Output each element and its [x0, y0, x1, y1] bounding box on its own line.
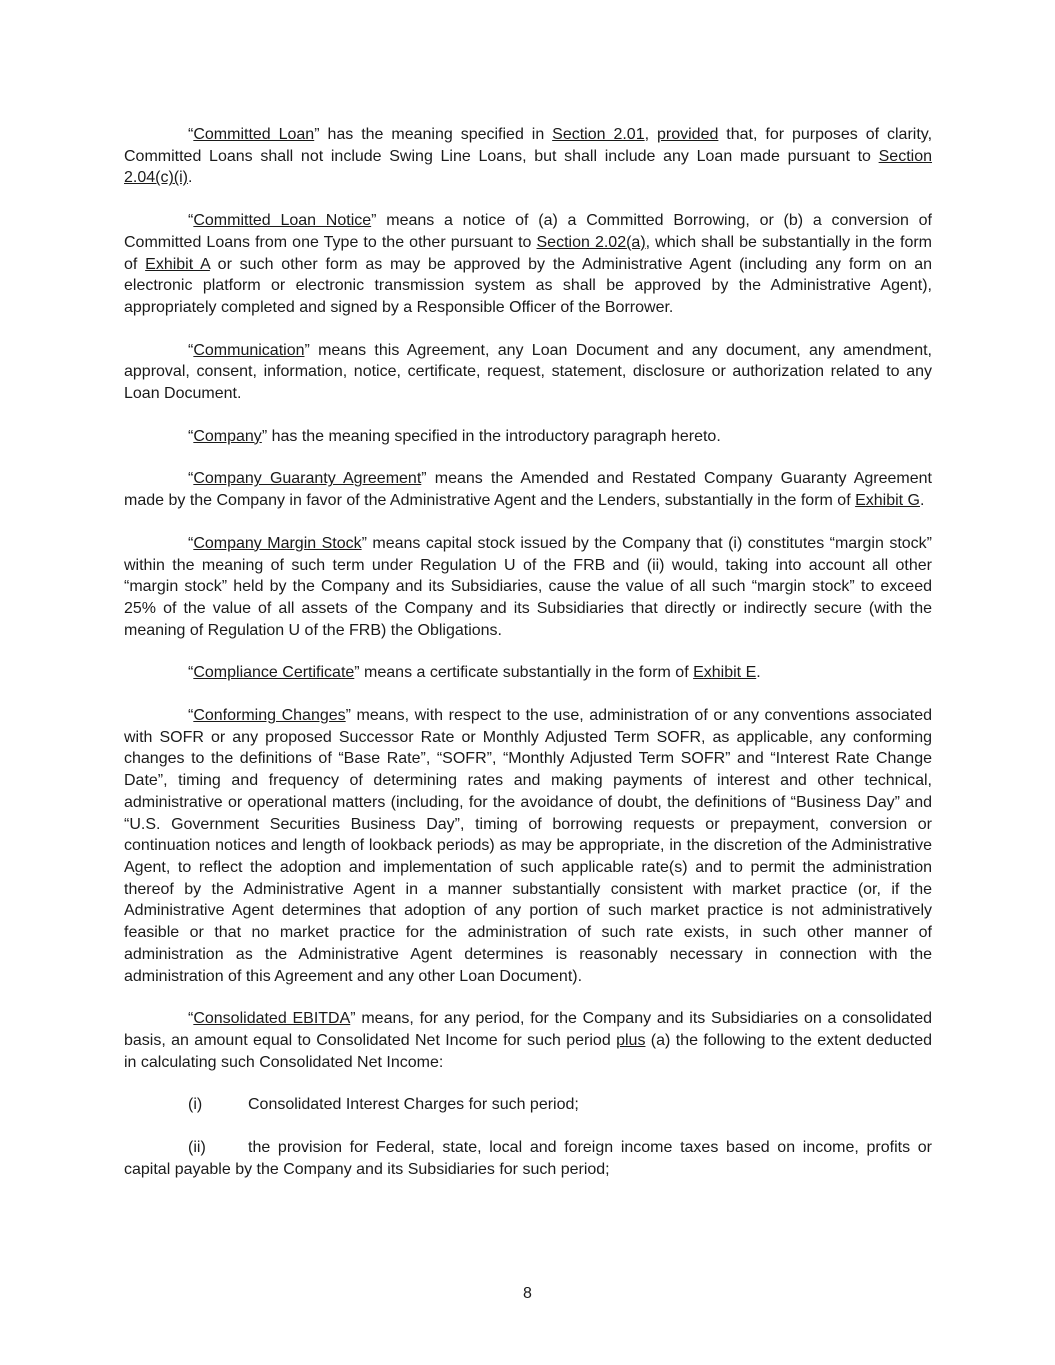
- definition-text: means the Amended and Restated Company Guaranty Agreement made by the Company in favor of the Administrative Agent and the Lenders, substantially in the form of: [124, 470, 933, 510]
- close-quote: ”: [314, 126, 320, 143]
- definition-text: .: [756, 664, 761, 682]
- defined-term: Committed Loan: [193, 126, 315, 143]
- list-text: Consolidated Interest Charges for such period;: [248, 1096, 579, 1114]
- open-quote: “: [188, 427, 194, 445]
- definition-conforming-changes: [124, 705, 932, 987]
- definition-text: (a) the following to the extent deducted in calculating such Consolidated Net Income:: [124, 1031, 933, 1071]
- exhibit-reference: Exhibit E: [693, 664, 757, 682]
- definition-consolidated-ebitda: [124, 1008, 932, 1073]
- definition-text: has the meaning specified in the introductory paragraph hereto.: [267, 427, 721, 445]
- definition-text: means, for any period, for the Company and its Subsidiaries on a consolidated basis, an amount equal to Consolidated Net Income for such period: [124, 1010, 932, 1049]
- defined-term: Consolidated EBITDA: [193, 1010, 351, 1028]
- section-reference: Section 2.01: [552, 126, 645, 143]
- definition-text: or such other form as may be approved by the Administrative Agent (including any form on an electronic platform or electronic transmission system as shall be approved by the Administrative Agent), appropriately completed and signed by a Responsible Officer of the Borrower.: [124, 255, 933, 316]
- definition-company-margin-stock: [124, 533, 932, 642]
- close-quote: ”: [350, 1010, 356, 1028]
- list-item: [124, 1137, 932, 1180]
- exhibit-reference: Exhibit A: [145, 255, 210, 273]
- open-quote: “: [188, 212, 194, 230]
- open-quote: “: [188, 470, 194, 488]
- definition-text: means a certificate substantially in the form of: [359, 664, 694, 682]
- defined-term: Company Margin Stock: [193, 534, 362, 552]
- open-quote: “: [188, 534, 194, 552]
- definition-compliance-certificate: [124, 662, 932, 684]
- close-quote: ”: [371, 212, 377, 230]
- close-quote: ”: [421, 470, 427, 488]
- close-quote: ”: [354, 664, 360, 682]
- exhibit-reference: Exhibit G: [855, 492, 920, 510]
- definition-text: has the meaning specified in: [319, 126, 553, 143]
- open-quote: “: [188, 664, 194, 682]
- close-quote: ”: [304, 341, 310, 359]
- definition-text: .: [188, 169, 193, 187]
- definition-text: means a notice of (a) a Committed Borrowing, or (b) a conversion of Committed Loans from one Type to the other pursuant to: [124, 212, 933, 251]
- definition-committed-loan-notice: [124, 210, 932, 319]
- page-number: 8: [523, 1285, 532, 1302]
- open-quote: “: [188, 707, 194, 725]
- proviso-term: provided: [657, 126, 719, 143]
- close-quote: ”: [361, 534, 367, 552]
- section-reference: Section 2.02(a): [536, 233, 646, 251]
- open-quote: “: [188, 1010, 194, 1028]
- defined-term: Committed Loan Notice: [193, 212, 372, 230]
- definition-text: .: [920, 492, 925, 510]
- close-quote: ”: [345, 707, 351, 725]
- list-number: (ii): [188, 1139, 206, 1157]
- section-reference: Section 2.04(c)(i): [124, 147, 932, 187]
- document-body: [124, 124, 932, 1201]
- definition-company-guaranty-agreement: [124, 468, 932, 511]
- definition-communication: [124, 340, 932, 405]
- defined-term: Communication: [193, 341, 305, 359]
- list-number: (i): [188, 1096, 203, 1114]
- defined-term: Compliance Certificate: [193, 664, 355, 682]
- list-item: [124, 1094, 932, 1116]
- plus-term: plus: [616, 1031, 646, 1049]
- list-text: the provision for Federal, state, local and foreign income taxes based on income, profits or capital payable by the Company and its Subsidiaries for such period;: [124, 1139, 932, 1178]
- definition-committed-loan: [124, 124, 932, 189]
- definition-text: , which shall be substantially in the form of: [124, 233, 933, 273]
- definition-text: means capital stock issued by the Company that (i) constitutes “margin stock” within the meaning of such term under Regulation U of the FRB and (ii) would, taking into account all other “margin stock” held by the Company and its Subsidiaries, cause the value of all such “margin stock” to exceed 25% of the value of all assets of the Company and its Subsidiaries that directly or indirectly secure (with the meaning of Regulation U of the FRB) the Obligations.: [124, 534, 932, 639]
- open-quote: “: [188, 126, 194, 143]
- defined-term: Company: [193, 427, 262, 445]
- definition-text: ,: [644, 126, 657, 143]
- defined-term: Company Guaranty Agreement: [193, 470, 422, 488]
- close-quote: ”: [261, 427, 268, 445]
- definition-text: means this Agreement, any Loan Document and any document, any amendment, approval, consent, information, notice, certificate, request, statement, disclosure or authorization related to any Loan Document.: [124, 341, 932, 403]
- defined-term: Conforming Changes: [193, 707, 346, 725]
- open-quote: “: [188, 341, 194, 359]
- definition-text: that, for purposes of clarity, Committed Loans shall not include Swing Line Loans, but shall include any Loan made pursuant to: [124, 126, 933, 165]
- definition-company: [124, 426, 932, 448]
- definition-text: means, with respect to the use, administration of or any conventions associated with SOFR or any proposed Successor Rate or Monthly Adjusted Term SOFR, as applicable, any conforming changes to the definitions of “Base Rate”, “SOFR”, “Monthly Adjusted Term SOFR” and “Interest Rate Change Date”, timing and frequency of determining rates and making payments of interest and other technical, administrative or operational matters (including, for the avoidance of doubt, the definitions of “Business Day” and “U.S. Government Securities Business Day”, timing of borrowing requests or prepayment, conversion or continuation notices and length of lookback periods) as may be appropriate, in the discretion of the Administrative Agent, to reflect the adoption and implementation of such applicable rate(s) and to permit the administration thereof by the Administrative Agent in a manner substantially consistent with market practice (or, if the Administrative Agent determines that adoption of any portion of such market practice is not administratively feasible or that no market practice for the administration of such rate exists, in such other manner of administration as the Administrative Agent determines is reasonably necessary in connection with the administration of this Agreement and any other Loan Document).: [124, 707, 932, 985]
